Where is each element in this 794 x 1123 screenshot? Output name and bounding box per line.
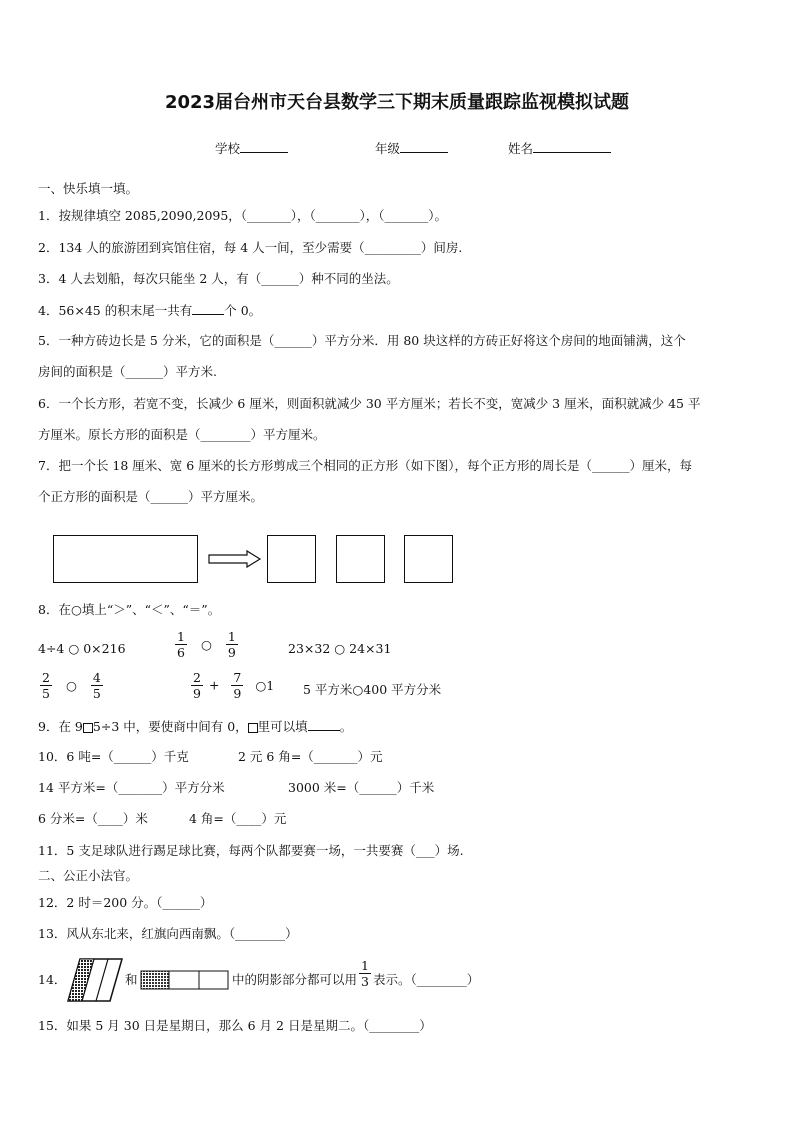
question-14-and: 和 <box>125 972 138 987</box>
question-4-text: 4．56×45 的积末尾一共有 <box>38 303 193 318</box>
school-field <box>215 140 288 157</box>
grade-label: 年级 <box>375 141 401 156</box>
question-5-line-2: 房间的面积是（______）平方米. <box>38 364 217 379</box>
question-9-blank[interactable] <box>308 718 340 731</box>
question-11: 11．5 支足球队进行踢足球比赛，每两个队都要赛一场，一共要赛（___）场. <box>38 843 464 858</box>
name-field <box>508 140 611 157</box>
school-blank[interactable] <box>240 140 288 153</box>
question-10-a: 10．6 吨=（______）千克 <box>38 749 189 764</box>
question-10-c: 14 平方米=（_______）平方分米 <box>38 780 225 795</box>
question-8-item-f: 5 平方米○400 平方分米 <box>303 682 442 697</box>
question-15: 15．如果 5 月 30 日是星期日，那么 6 月 2 日是星期二。（________） <box>38 1018 432 1033</box>
question-7-line-1: 7．把一个长 18 厘米、宽 6 厘米的长方形剪成三个相同的正方形（如下图），每个正方形的周长是（______）厘米，每 <box>38 458 692 473</box>
question-6-line-2: 方厘米。原长方形的面积是（________）平方厘米。 <box>38 427 326 442</box>
grade-blank[interactable] <box>400 140 448 153</box>
question-8-item-d: $\frac{2}{5}$ ○ $\frac{4}{5}$ <box>42 670 101 701</box>
question-9: 9．在 9 5÷3 中，要使商中间有 0， 里可以填 。 <box>38 719 353 734</box>
question-4-text-end: 个 0。 <box>224 303 262 318</box>
fraction: $\frac{1}{6}$ <box>177 629 185 660</box>
question-2: 2．134 人的旅游团到宾馆住宿，每 4 人一间，至少需要（_________）间房. <box>38 240 463 255</box>
question-6-line-1: 6．一个长方形，若宽不变，长减少 6 厘米，则面积就减少 30 平方厘米；若长不变，宽减少 3 厘米，面积就减少 45 平 <box>38 396 701 411</box>
fraction: $\frac{2}{9}$ <box>193 670 201 701</box>
name-blank[interactable] <box>533 140 611 153</box>
box-icon <box>248 723 258 733</box>
question-4 <box>38 302 261 319</box>
question-7-line-2: 个正方形的面积是（______）平方厘米。 <box>38 489 264 504</box>
question-8-item-b: $\frac{1}{6}$ ○ $\frac{1}{9}$ <box>177 629 236 660</box>
question-8-item-e: $\frac{2}{9}$ + $\frac{7}{9}$ ○1 <box>193 670 275 701</box>
right-arrow-icon <box>207 549 262 569</box>
question-10-d: 3000 米=（______）千米 <box>288 780 435 795</box>
question-3: 3．4 人去划船，每次只能坐 2 人，有（______）种不同的坐法。 <box>38 271 399 286</box>
question-14-text: 中的阴影部分都可以用 $\frac{1}{3}$ 表示。（________） <box>232 958 480 989</box>
school-label: 学校 <box>215 141 241 156</box>
question-14-number: 14． <box>38 972 67 987</box>
rectangle-figure <box>53 535 198 583</box>
section-1-heading: 一、快乐填一填。 <box>38 181 139 196</box>
name-label: 姓名 <box>508 141 534 156</box>
question-10-f: 4 角=（____）元 <box>189 811 287 826</box>
question-8-item-a: 4÷4 ○ 0×216 <box>38 641 126 656</box>
grade-field <box>375 140 448 157</box>
fraction: $\frac{4}{5}$ <box>92 670 101 701</box>
question-13: 13．风从东北来，红旗向西南飘。（________） <box>38 926 298 941</box>
page-title: 2023届台州市天台县数学三下期末质量跟踪监视模拟试题 <box>164 92 630 113</box>
section-2-heading: 二、公正小法官。 <box>38 868 139 883</box>
square-figure-2 <box>336 535 385 583</box>
fraction: $\frac{1}{3}$ <box>361 958 369 989</box>
question-12: 12．2 时＝200 分。（______） <box>38 895 213 910</box>
question-10-b: 2 元 6 角=（_______）元 <box>238 749 383 764</box>
square-figure-3 <box>404 535 453 583</box>
question-1: 1．按规律填空 2085,2090,2095，（_______），（_______），（_______）。 <box>38 208 448 223</box>
question-4-blank[interactable] <box>192 302 224 315</box>
question-5-line-1: 5．一种方砖边长是 5 分米，它的面积是（______）平方分米．用 80 块这样的方砖正好将这个房间的地面铺满，这个 <box>38 333 686 348</box>
box-icon <box>83 723 93 733</box>
question-8: 8．在○填上“＞”、“＜”、“＝”。 <box>38 602 221 617</box>
fraction: $\frac{2}{5}$ <box>42 670 50 701</box>
square-figure-1 <box>267 535 316 583</box>
question-10-e: 6 分米=（____）米 <box>38 811 148 826</box>
fraction: $\frac{1}{9}$ <box>227 629 236 660</box>
parallelogram-figure <box>66 957 124 1003</box>
question-8-item-c: 23×32 ○ 24×31 <box>288 641 392 656</box>
segmented-bar-figure <box>140 970 230 990</box>
fraction: $\frac{7}{9}$ <box>233 670 242 701</box>
